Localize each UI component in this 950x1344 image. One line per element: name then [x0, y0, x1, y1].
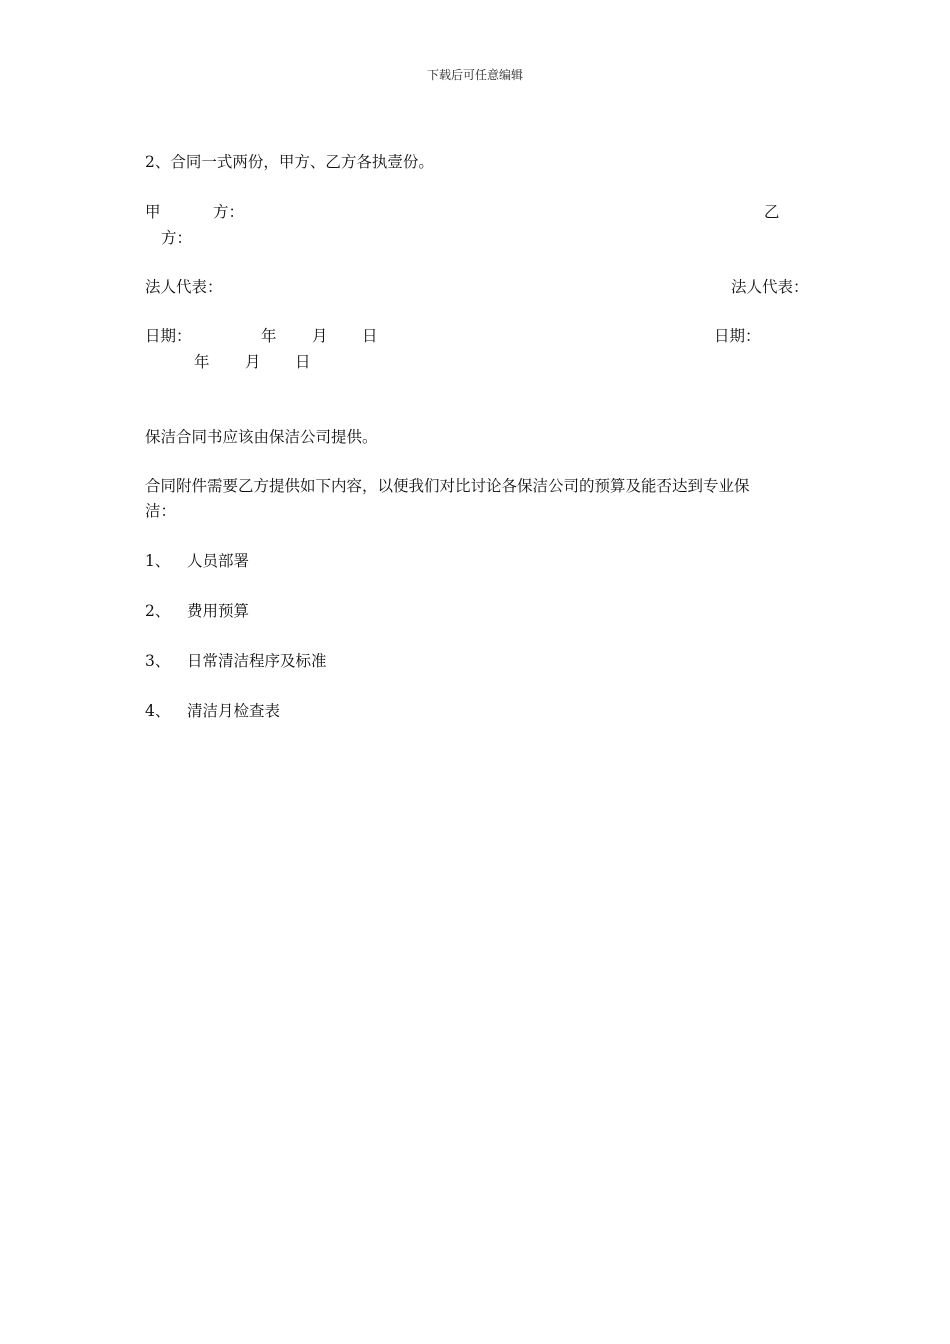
- party-a-char1: 甲: [145, 203, 161, 221]
- party-b-char2: 方：: [161, 229, 193, 247]
- list-item-number: 4、: [145, 702, 171, 720]
- list-item: [145, 651, 327, 671]
- list-item-label: 人员部署: [187, 552, 250, 570]
- attachment-line-2: 洁：: [145, 502, 177, 520]
- date-a-year: 年: [261, 327, 277, 345]
- date-a-label: 日期：: [145, 327, 192, 345]
- date-a-month: 月: [312, 327, 328, 345]
- provider-note: 保洁合同书应该由保洁公司提供。: [145, 428, 378, 446]
- party-a-char2: 方：: [213, 203, 245, 221]
- date-a-day: 日: [362, 327, 378, 345]
- date-b-month: 月: [245, 353, 261, 371]
- legal-rep-a: 法人代表：: [145, 278, 223, 296]
- date-b-label: 日期：: [714, 327, 761, 345]
- list-item-number: 2、: [145, 602, 171, 620]
- copies-clause: 2、合同一式两份，甲方、乙方各执壹份。: [145, 153, 434, 171]
- list-item-label: 费用预算: [187, 602, 250, 620]
- date-b-year: 年: [194, 353, 210, 371]
- list-item: [145, 701, 280, 721]
- date-b-day: 日: [295, 353, 311, 371]
- list-item-number: 1、: [145, 552, 171, 570]
- attachment-line-1: 合同附件需要乙方提供如下内容，以便我们对比讨论各保洁公司的预算及能否达到专业保: [145, 477, 750, 495]
- list-item-label: 清洁月检查表: [187, 702, 281, 720]
- list-item: [145, 601, 249, 621]
- list-item-number: 3、: [145, 652, 171, 670]
- list-item-label: 日常清洁程序及标准: [187, 652, 327, 670]
- party-b-char1: 乙: [764, 203, 780, 221]
- list-item: [145, 551, 249, 571]
- header-note: 下载后可任意编辑: [426, 68, 523, 82]
- legal-rep-b: 法人代表：: [731, 278, 809, 296]
